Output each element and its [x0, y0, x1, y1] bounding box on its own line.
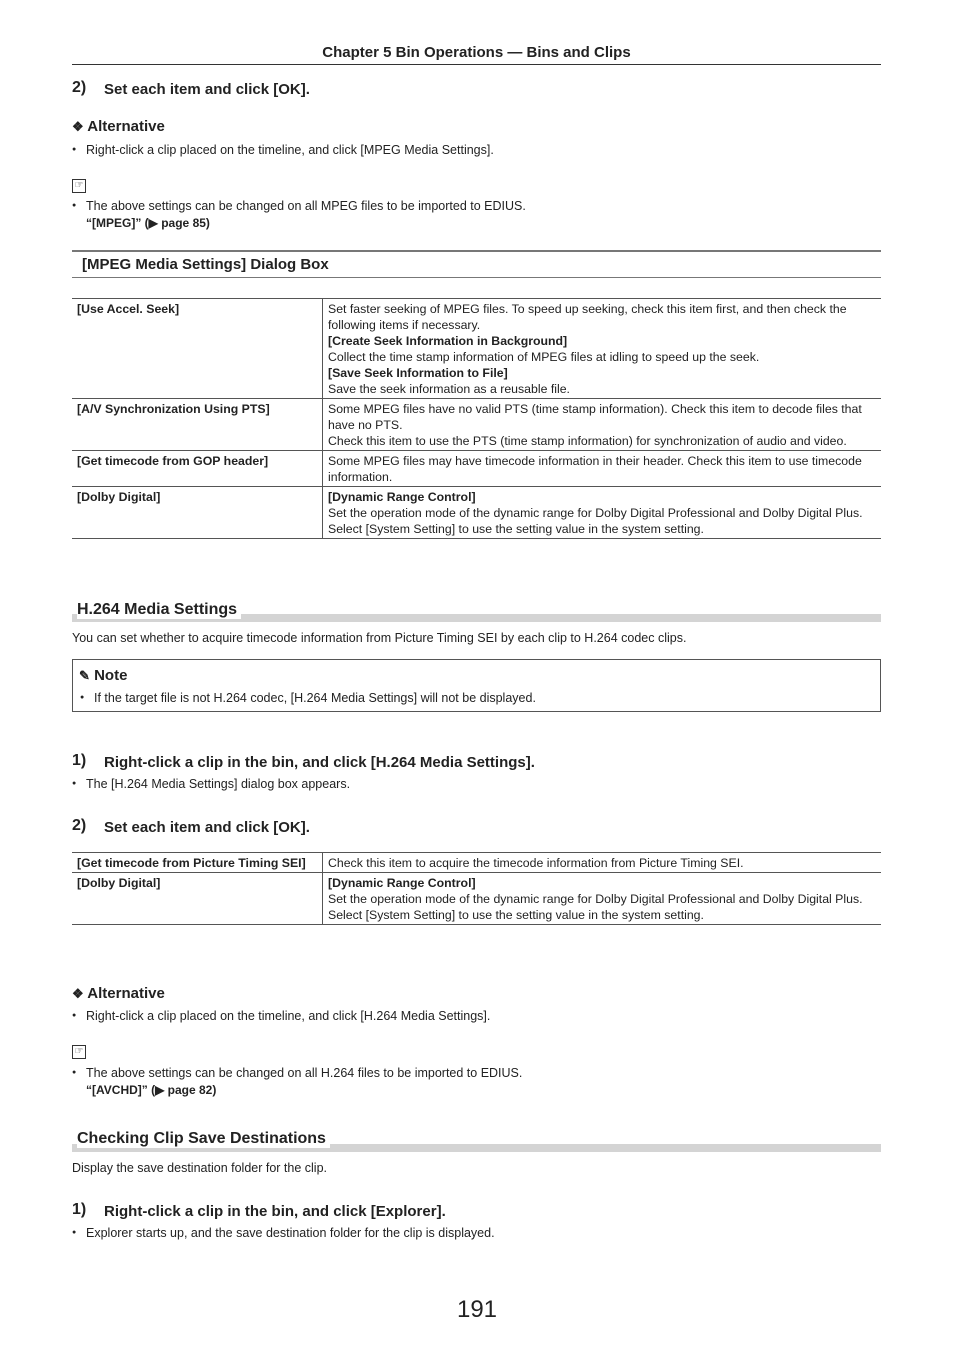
setting-description: Some MPEG files have no valid PTS (time stamp information). Check this item to decode files that have no PTS. Check this item to use the PTS (time stamp information) for synchronization of audio and video. — [328, 402, 862, 448]
setting-name: [Dolby Digital] — [72, 487, 323, 539]
setting-description: Some MPEG files may have timecode information in their header. Check this item to use timecode information. — [328, 454, 862, 484]
setting-name: [Get timecode from GOP header] — [72, 451, 323, 487]
page-reference-link[interactable]: “[MPEG]” (▶ page 85) — [86, 216, 210, 230]
setting-description: [Dynamic Range Control] Set the operation mode of the dynamic range for Dolby Digital Professional and Dolby Digital Plus. Select [System Setting] to use the setting value in the system setting. — [328, 876, 863, 922]
reference-icon: ☞ — [72, 177, 86, 195]
step-number: 2) — [72, 817, 87, 834]
list-item: ● Explorer starts up, and the save destination folder for the clip is displayed. — [86, 1226, 495, 1240]
table-row — [72, 873, 881, 925]
section-title: H.264 Media Settings — [77, 601, 241, 619]
table-row — [72, 487, 881, 539]
step-number: 2) — [72, 79, 87, 96]
table-row — [72, 451, 881, 487]
setting-name: [Dolby Digital] — [72, 873, 323, 925]
note-icon: ✎ — [79, 668, 90, 683]
setting-description: Check this item to acquire the timecode information from Picture Timing SEI. — [328, 856, 744, 870]
list-item: ● The [H.264 Media Settings] dialog box appears. — [86, 777, 350, 791]
setting-description: Set faster seeking of MPEG files. To speed up seeking, check this item first, and then check the following items if necessary. [Create Seek Information in Background] Collect the time stamp information of MPEG files at idling to speed up the seek. [Save Seek Information to File] Save the seek information as a reusable file. — [328, 302, 847, 396]
table-row — [72, 399, 881, 451]
setting-description: [Dynamic Range Control] Set the operation mode of the dynamic range for Dolby Digital Professional and Dolby Digital Plus. Select [System Setting] to use the setting value in the system setting. — [328, 490, 863, 536]
setting-name: [A/V Synchronization Using PTS] — [72, 399, 323, 451]
table-row — [72, 853, 881, 873]
list-item: ● Right-click a clip placed on the timeline, and click [MPEG Media Settings]. — [86, 143, 494, 157]
list-item: ● If the target file is not H.264 codec, [H.264 Media Settings] will not be displayed. — [94, 691, 536, 705]
table-row — [72, 299, 881, 399]
chapter-header: Chapter 5 Bin Operations — Bins and Clips — [72, 44, 881, 65]
list-item: ● Right-click a clip placed on the timeline, and click [H.264 Media Settings]. — [86, 1009, 490, 1023]
step-number: 1) — [72, 752, 87, 769]
step-text: Right-click a clip in the bin, and click [H.264 Media Settings]. — [104, 754, 535, 771]
step-text: Set each item and click [OK]. — [104, 819, 310, 836]
alternative-heading: ❖ Alternative — [72, 985, 165, 1002]
section-title: Checking Clip Save Destinations — [77, 1130, 330, 1148]
list-item: ● The above settings can be changed on all H.264 files to be imported to EDIUS. — [86, 1066, 522, 1080]
section-intro: You can set whether to acquire timecode information from Picture Timing SEI by each clip to H.264 codec clips. — [72, 631, 687, 645]
page-reference-link[interactable]: “[AVCHD]” (▶ page 82) — [86, 1083, 217, 1097]
step-text: Right-click a clip in the bin, and click [Explorer]. — [104, 1203, 446, 1220]
h264-settings-table — [72, 852, 881, 925]
note-heading: ✎ Note — [79, 667, 128, 684]
reference-icon: ☞ — [72, 1043, 86, 1061]
mpeg-settings-table — [72, 298, 881, 539]
setting-name: [Use Accel. Seek] — [72, 299, 323, 399]
alternative-heading: ❖ Alternative — [72, 118, 165, 135]
alternative-icon: ❖ — [72, 986, 84, 1001]
setting-name: [Get timecode from Picture Timing SEI] — [72, 853, 323, 873]
section-intro: Display the save destination folder for the clip. — [72, 1161, 327, 1175]
alternative-icon: ❖ — [72, 119, 84, 134]
step-text: Set each item and click [OK]. — [104, 81, 310, 98]
page-number: 191 — [456, 1296, 498, 1323]
dialog-title: [MPEG Media Settings] Dialog Box — [82, 256, 329, 273]
list-item: ● The above settings can be changed on all MPEG files to be imported to EDIUS. — [86, 199, 526, 213]
step-number: 1) — [72, 1201, 87, 1218]
